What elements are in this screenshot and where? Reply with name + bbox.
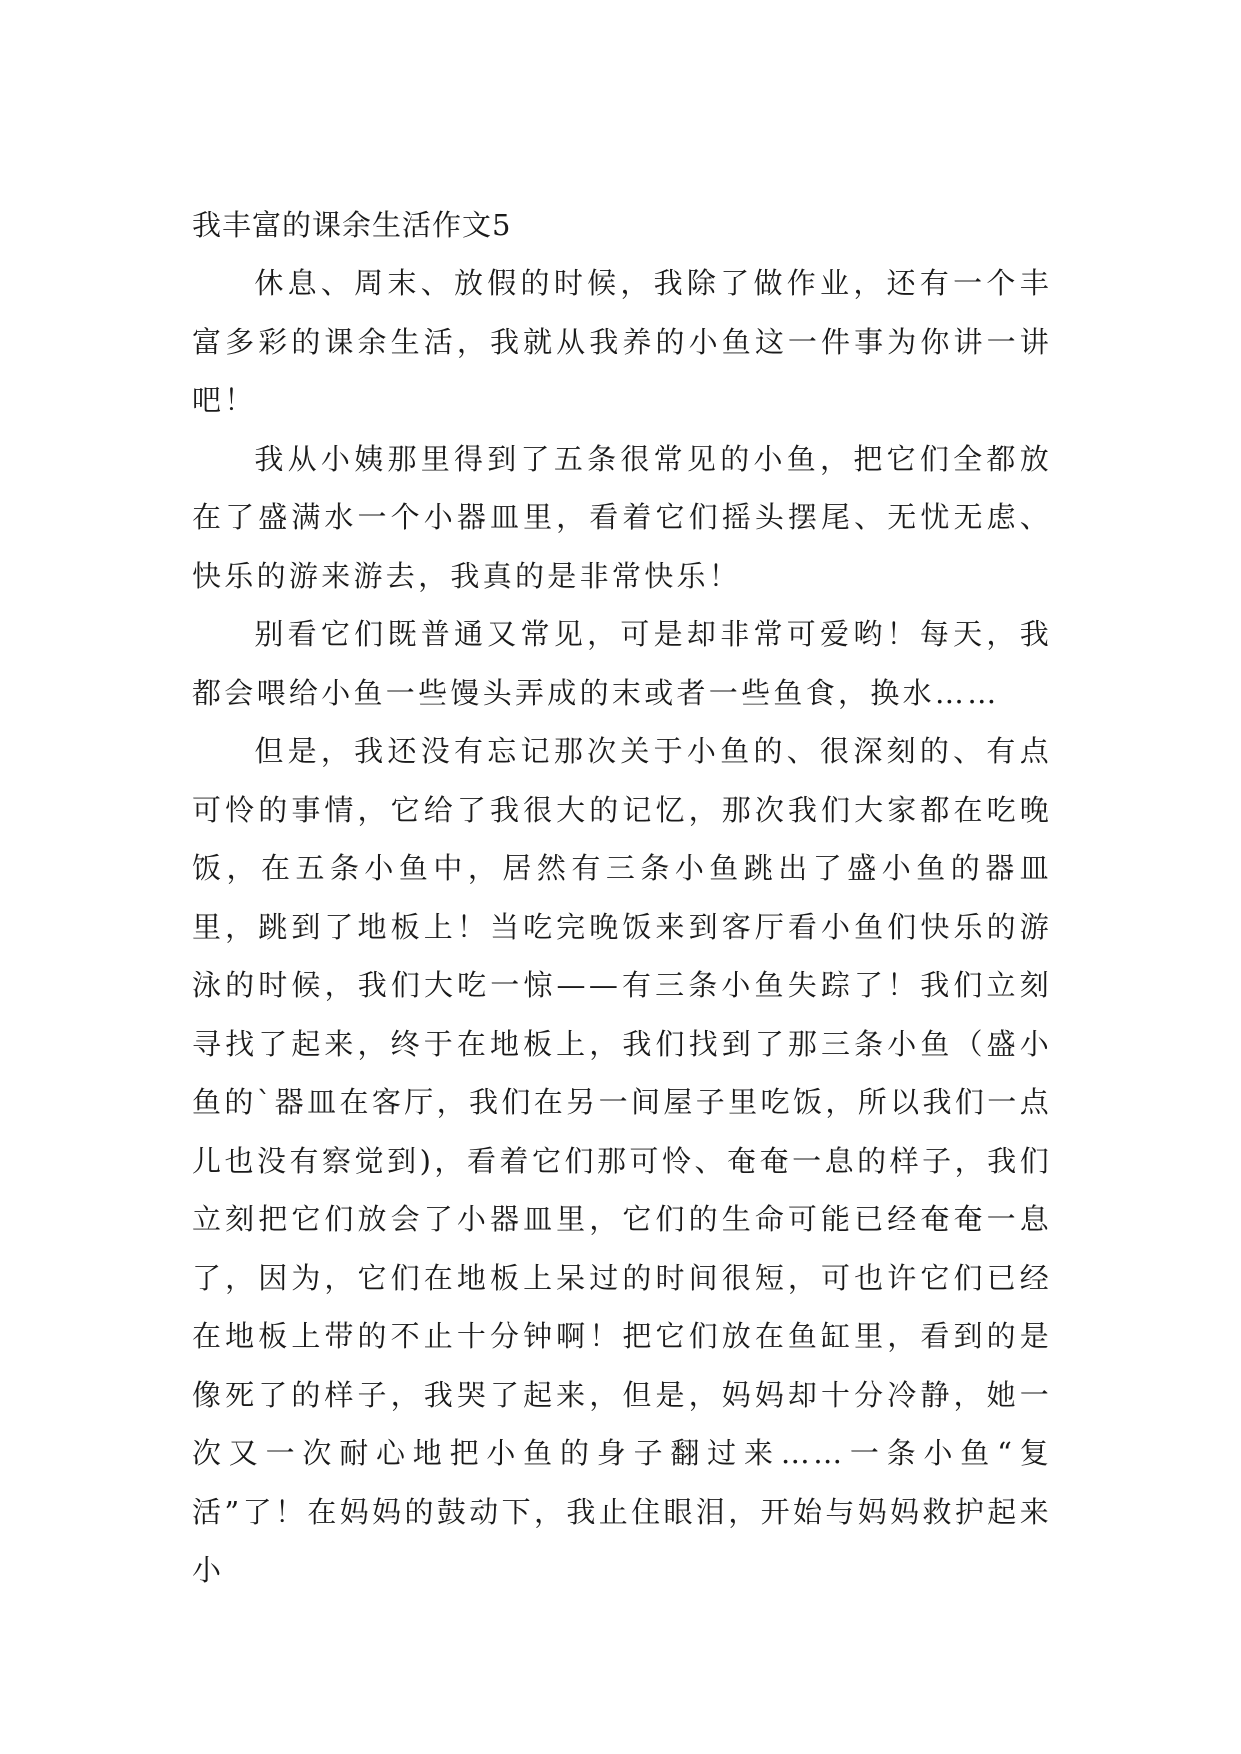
paragraph: 休息、周末、放假的时候，我除了做作业，还有一个丰富多彩的课余生活，我就从我养的小鱼这一件事为你讲一讲吧！ (192, 266, 1052, 417)
paragraph: 我从小姨那里得到了五条很常见的小鱼，把它们全都放在了盛满水一个小器皿里，看着它们摇头摆尾、无忧无虑、快乐的游来游去，我真的是非常快乐！ (192, 441, 1052, 593)
paragraph: 别看它们既普通又常见，可是却非常可爱哟！每天，我都会喂给小鱼一些馒头弄成的末或者一些鱼食，换水…… (192, 617, 1052, 710)
document-title: 我丰富的课余生活作文5 (192, 208, 512, 242)
paragraph: 但是，我还没有忘记那次关于小鱼的、很深刻的、有点可怜的事情，它给了我很大的记忆，那次我们大家都在吃晚饭，在五条小鱼中，居然有三条小鱼跳出了盛小鱼的器皿里，跳到了地板上！当吃完晚饭来到客厅看小鱼们快乐的游泳的时候，我们大吃一惊——有三条小鱼失踪了！我们立刻寻找了起来，终于在地板上，我们找到了那三条小鱼（盛小鱼的`器皿在客厅，我们在另一间屋子里吃饭，所以我们一点儿也没有察觉到)，看着它们那可怜、奄奄一息的样子，我们立刻把它们放会了小器皿里，它们的生命可能已经奄奄一息了，因为，它们在地板上呆过的时间很短，可也许它们已经在地板上带的不止十分钟啊！把它们放在鱼缸里，看到的是像死了的样子，我哭了起来，但是，妈妈却十分冷静，她一次又一次耐心地把小鱼的身子翻过来……一条小鱼“复活”了！在妈妈的鼓动下，我止住眼泪，开始与妈妈救护起来小 (192, 734, 1052, 1587)
document-body (192, 196, 1052, 1600)
